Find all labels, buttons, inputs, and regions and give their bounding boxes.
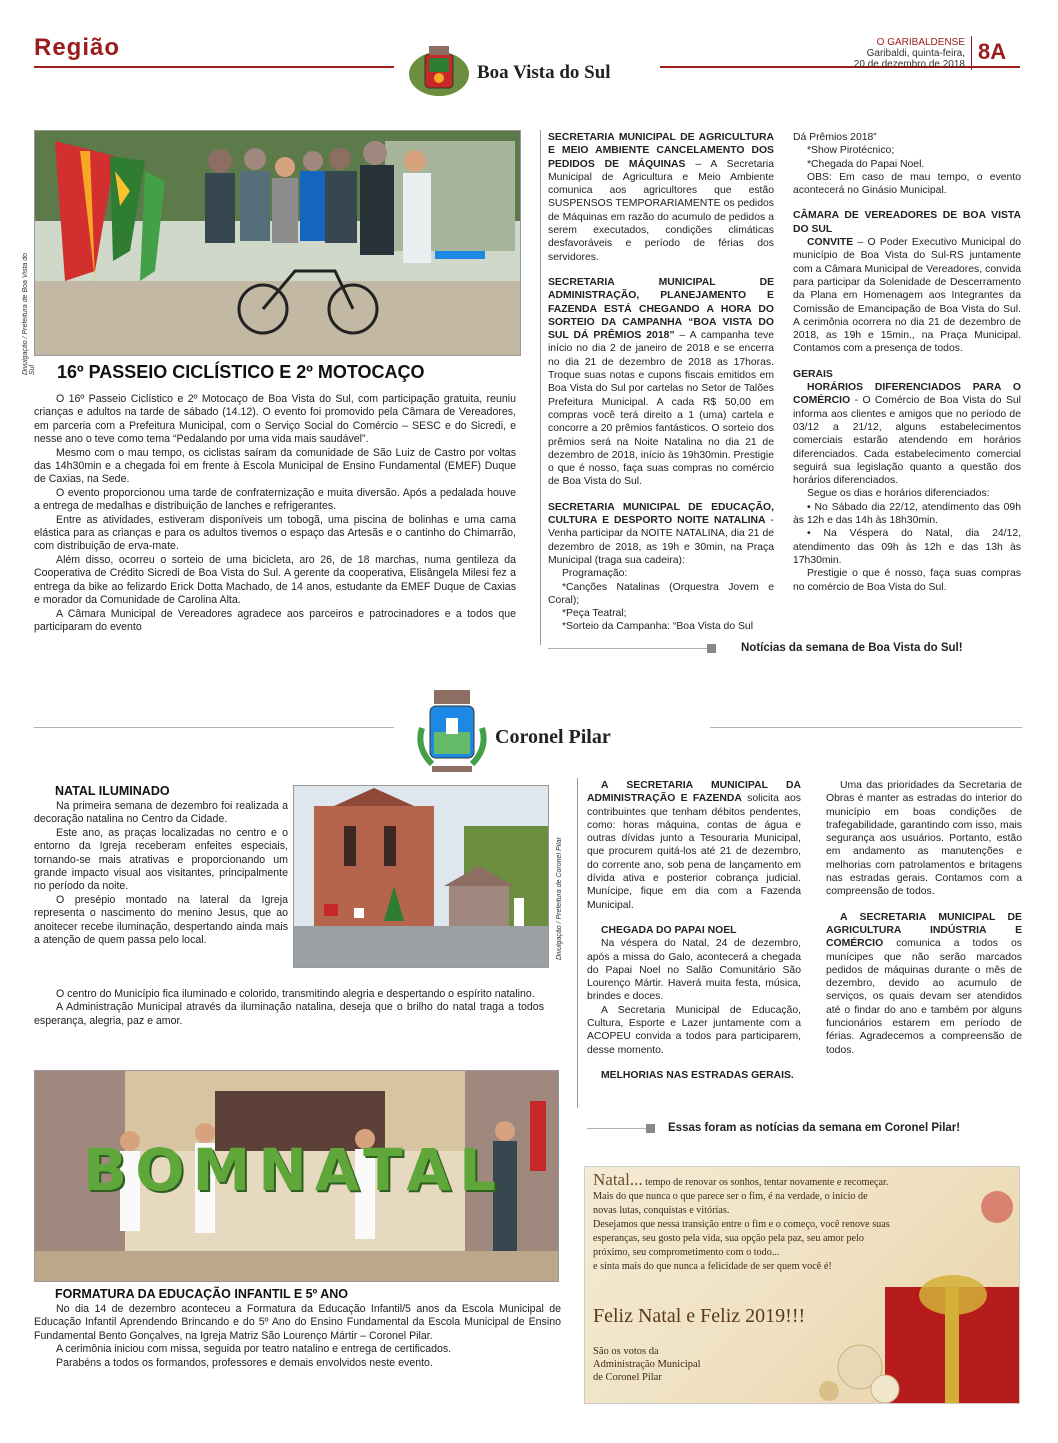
bvs-column-2 (793, 131, 1021, 594)
bvs-notice-noite-natalina (548, 501, 774, 634)
hours-item: Prestigie o que é nosso, faça suas compras no comércio de Boa Vista do Sul. (793, 568, 1021, 593)
ad-line-2: Mais do que nunca o que parece ser o fim, é na verdade, o início de novas lutas, conquistas e vitórias. (593, 1191, 868, 1216)
notice-heading: SECRETARIA MUNICIPAL DE ADMINISTRAÇÃO, PLANEJAMENTO E FAZENDA ESTÁ CHEGANDO A HORA DO SORTEIO DA CAMPANHA “BOA VISTA DO SUL DÁ PRÊMIOS 2018” (548, 276, 774, 342)
notice-heading: SECRETARIA MUNICIPAL DE AGRICULTURA E MEIO AMBIENTE CANCELAMENTO DOS PEDIDOS DE MÁQUINAS (548, 132, 774, 170)
dateline-1: Garibaldi, quinta-feira, (866, 48, 965, 59)
cp-church-photo (293, 785, 549, 968)
program-item: *Peça Teatral; (562, 608, 627, 620)
program-item: *Chegada do Papai Noel. (807, 158, 925, 170)
cp-natal-body-bottom (34, 988, 544, 1028)
cp-col-divider (577, 778, 578, 1108)
cp-notice-obras (826, 779, 1022, 899)
christmas-ad (584, 1166, 1020, 1404)
cp-natal-para-2: Este ano, as praças localizadas no centro e o entorno da Igreja receberam enfeites especiais, tornando-se mais atrativas e proporcionando um grande impacto visual aos visitantes, principalmente no período da noite. (34, 826, 288, 893)
newspaper-title: O GARIBALDENSE (876, 37, 965, 48)
ad-line-3: Desejamos que nessa transição entre o fim e o começo, você renove suas esperanças, seu gosto pela vida, sua opção pela paz, seu amor pelo próximo, seu comprometimento com o todo... (593, 1219, 890, 1258)
notice-heading: CHEGADA DO PAPAI NOEL (601, 924, 737, 936)
notice-subheading: CONVITE (807, 237, 854, 249)
dateline-2: 20 de dezembro de 2018 (853, 59, 965, 70)
bvs-col-divider (540, 130, 541, 645)
cp-notice-administracao (587, 779, 801, 912)
bvs-para-5: Além disso, ocorreu o sorteio de uma bicicleta, aro 26, de 18 marchas, numa gentileza da Cooperativa de Crédito Sicredi de Boa Vista do Sul. A gerente da cooperativa, Elisângela Milesi fez a entrega da bike ao felizardo Erick Dotta Machado, de 14 anos, estudante da EMEF Duque de Caxias e morador da Comunidade de Carolina Alta. (34, 553, 516, 607)
cp-column-1 (587, 779, 801, 1082)
cp-notice-papai-noel (587, 924, 801, 1057)
cp-footer-marker (646, 1124, 655, 1133)
program-item: *Sorteio da Campanha: “Boa Vista do Sul (562, 621, 753, 633)
program-item: Programação: (562, 568, 628, 580)
bvs-footer-rule (548, 648, 708, 649)
notice-heading: CÂMARA DE VEREADORES DE BOA VISTA DO SUL (793, 210, 1021, 235)
cp-natal-body-top (34, 800, 288, 947)
bvs-title: Boa Vista do Sul (477, 62, 611, 83)
ad-sign-1: São os votos da (593, 1346, 659, 1357)
cp-form-title: FORMATURA DA EDUCAÇÃO INFANTIL E 5º ANO (55, 1287, 348, 1301)
notice-subheading: HORÁRIOS DIFERENCIADOS PARA O COMÉRCIO (793, 382, 1021, 407)
notice-text: - Venha participar da NOITE NATALINA, dia 21 de dezembro de 2018, as 19h e 30min, na Praça Municipal (traga sua cadeira): (548, 515, 774, 566)
newspaper-name (820, 37, 965, 70)
cp-footer-rule (587, 1128, 647, 1129)
notice-heading: A SECRETARIA MUNICIPAL DA ADMINISTRAÇÃO E FAZENDA (587, 780, 801, 805)
cp-natal-para-3: O presépio montado na lateral da Igreja representa o nascimento do menino Jesus, que ao anoitecer recebe iluminação, despertando ainda mais a atenção de quem passa pelo local. (34, 893, 288, 947)
notice-text: comunica a todos os munícipes que não serão marcados pedidos de máquinas durante o mês de dezembro, devido ao acumulo de serviços, os quais devam ser atendidos até o findar do ano e também por alguns funcionários estarem em período de férias. Agradecemos a compreensão de todos. (826, 938, 1022, 1056)
bvs-para-1: O 16º Passeio Ciclístico e 2º Motocaço de Boa Vista do Sul, com participação gratuita, reuniu crianças e adultos na tarde de sábado (14.12). O evento foi promovido pela Câmara de Vereadores, em parceria com a Prefeitura Municipal, com o Serviço Social do Comércio – SESC e do Sicredi, e nesse ano o teve como tema “Pedalando por uma vida mais saudável”. (34, 393, 516, 446)
bvs-para-6: A Câmara Municipal de Vereadores agradece aos parceiros e patrocinadores e a todos que participaram do evento (34, 607, 516, 633)
bvs-photo-credit: Divulgação / Prefeitura de Boa Vista do Sul (22, 252, 36, 375)
bvs-crest (405, 42, 473, 102)
ad-line-4: e sinta mais do que nunca a felicidade de ser quem você é! (593, 1261, 832, 1272)
header-divider (971, 36, 972, 70)
bvs-notice-sorteio (548, 276, 774, 489)
bvs-para-4: Entre as atividades, estiveram disponíveis um tobogã, uma piscina de bolinhas e uma cama elástica para as crianças e para os adultos tivemos o espaço das Artesãs e o cantinho do Chimarrão, com distribuição de erva-mate. (34, 513, 516, 553)
cp-natal-para-1: Na primeira semana de dezembro foi realizada a decoração natalina no Centro da Cidade. (34, 800, 288, 826)
cp-form-para-1: No dia 14 de dezembro aconteceu a Formatura da Educação Infantil/5 anos da Escola Municipal de Educação Infantil Aprendendo Brincando e do 5º Ano do Ensino Fundamental da Escola Municipal de Ensino Fundamental Bento Gonçalves, na Igreja Matriz São Lourenço Mártir – Coronel Pilar. (34, 1303, 561, 1342)
bvs-notice-camara (793, 209, 1021, 355)
hours-item: • Na Véspera do Natal, dia 24/12, atendimento das 09h às 12h e das 13h às 17h30min. (793, 528, 1021, 566)
cp-column-2 (826, 779, 1022, 1057)
cp-photo-credit: Divulgação / Prefeitura de Coronel Pilar (556, 837, 563, 960)
cp-title: Coronel Pilar (495, 726, 611, 748)
bvs-article-body (34, 393, 516, 634)
ad-message (593, 1170, 893, 1274)
program-note: OBS: Em caso de mau tempo, o evento acontecerá no Ginásio Municipal. (793, 171, 1021, 197)
bvs-column-1 (548, 131, 774, 634)
bvs-notice-agricultura (548, 131, 774, 264)
cp-header-rule-right (710, 727, 1022, 728)
notice-heading: MELHORIAS NAS ESTRADAS GERAIS. (601, 1069, 794, 1081)
program-item: *Show Pirotécnico; (807, 145, 895, 157)
notice-text: – A campanha teve início no dia 2 de janeiro de 2018 e se encerra no dia 21 de dezembro de 2018 as 17horas. Troque suas notas e cupons fiscais emitidos em Boa Vista do Sul por cartelas no Setor de Talões Prefeitura Municipal. A cada R$ 50,00 em compras você terá direito a 1 (uma) cartela e concorre a 20 prêmios fantásticos. O sorteio dos prêmios será na Noite Natalina no dia 21 de dezembro de 2018, início às 19h30min. Prestigie o que é nosso, faça suas compras no comércio de Boa Vista do Sul. (548, 330, 774, 488)
notice-heading: A SECRETARIA MUNICIPAL DE AGRICULTURA INDÚSTRIA E COMÉRCIO (826, 911, 1022, 950)
notice-heading: SECRETARIA MUNICIPAL DE EDUCAÇÃO, CULTURA E DESPORTO NOITE NATALINA (548, 501, 774, 527)
page-number: 8A (978, 39, 1007, 64)
section-title: Região (34, 34, 121, 61)
notice-text: Na véspera do Natal, 24 de dezembro, após a missa do Galo, acontecerá a chegada do Papai Noel no Salão Comunitário São Lourenço Mártir. Haverá muita festa, música, brindes e doces. (587, 938, 801, 1003)
hours-item: • No Sábado dia 22/12, atendimento das 09h às 12h e das 14h às 18h30min. (793, 501, 1021, 527)
cp-natal-para-4: O centro do Município fica iluminado e colorido, transmitindo alegria e despertando o espírito natalino. (56, 988, 535, 1000)
bvs-notice-gerais (793, 368, 1021, 594)
ad-signature (593, 1345, 701, 1384)
cp-graduation-photo (34, 1070, 559, 1282)
program-item: Dá Prêmios 2018” (793, 132, 877, 143)
ad-sign-3: de Coronel Pilar (593, 1372, 662, 1383)
bvs-para-3: O evento proporcionou uma tarde de confraternização e muita diversão. Após a pedalada houve a entrega de medalhas e distribuição de lanches e refrigerantes. (34, 486, 516, 513)
notice-heading: GERAIS (793, 368, 833, 380)
notice-text: - O Comércio de Boa Vista do Sul informa aos clientes e amigos que no período de 03/12 a 21/12, alguns estabelecimentos comerciais estarão atendendo em horários diferenciados. Cada estabelecimento comercial seguirá sua legislação quanto a questão dos horários diferenciados. (793, 395, 1021, 487)
cp-natal-para-5: A Administração Municipal através da iluminação natalina, deseja que o brilho do natal traga a todos esperança, alegria, paz e amor. (34, 1001, 544, 1027)
bvs-footer-marker (707, 644, 716, 653)
ad-natal: Natal... (593, 1170, 643, 1189)
bvs-para-2: Mesmo com o mau tempo, os ciclistas saíram da comunidade de São Luiz de Castro por voltas das 14h30min e a chegada foi em frente à Escola Municipal de Ensino Fundamental (EMEF) Duque de Caxias, na Sede. (34, 446, 516, 486)
cp-form-para-2: A cerimônia iniciou com missa, seguida por teatro natalino e entrega de certificados. (56, 1343, 452, 1356)
notice-text: solicita aos contribuintes que tenham débitos pendentes, como: horas máquina, contas de água e outras dívidas junto a Tesouraria Municipal, que procurem quitá-los até 21 de dezembro, do corrente ano, sob pena de lançamento em dívida ativa e posterior cobrança judicial. Munícipe, fique em dia com a Fazenda Municipal. (587, 793, 801, 911)
program-item: *Canções Natalinas (Orquestra Jovem e Coral); (548, 581, 774, 606)
notice-text: – A Secretaria Municipal de Agricultura e Meio Ambiente comunica aos agricultores que estão SUSPENSOS TEMPORARIAMENTE os pedidos de Máquinas em razão do acumulo de pedidos a serem executados, condições climáticas desfavoráveis e período de férias dos servidores. (548, 158, 774, 263)
notice-text: – O Poder Executivo Municipal do município de Boa Vista do Sul-RS juntamente com a Câmara Municipal de Vereadores, convida para participar da Solenidade de Descerramento da Plana em Homenagem aos Integrantes da Comissão de Emancipação de Boa Vista do Sul. A cerimônia ocorrera no dia 21 de dezembro de 2018, as 19h e 15min., na Praça Municipal. Contamos com a presença de todos. (793, 237, 1021, 355)
photo-letters: BOMNATAL (83, 1136, 505, 1204)
hours-item: Segue os dias e horários diferenciados: (807, 488, 990, 500)
cp-form-body (34, 1303, 561, 1370)
bvs-article-title: 16º PASSEIO CICLÍSTICO E 2º MOTOCAÇO (57, 362, 425, 382)
cp-notice-agricultura (826, 911, 1022, 1057)
ad-wish: Feliz Natal e Feliz 2019!!! (593, 1305, 806, 1327)
cp-header-rule-left (34, 727, 394, 728)
bvs-photo (34, 130, 521, 356)
bvs-program-continued (793, 131, 1021, 197)
notice-text: Uma das prioridades da Secretaria de Obras é manter as estradas do interior do município em boas condições de trafegabilidade, garantindo com isso, mais segurança aos usuários. Portanto, estão em andamento as manutenções e melhorias com patrolamentos e britagens nas estradas gerais. Contamos com a compreensão de todos. (826, 780, 1022, 898)
cp-crest (412, 688, 492, 776)
header-rule (34, 66, 394, 68)
cp-form-para-3: Parabéns a todos os formandos, professores e demais envolvidos neste evento. (56, 1356, 433, 1369)
ad-line-1: tempo de renovar os sonhos, tentar novamente e recomeçar. (642, 1177, 889, 1188)
cp-footer-note: Essas foram as notícias da semana em Coronel Pilar! (668, 1122, 961, 1134)
cp-natal-title: NATAL ILUMINADO (55, 784, 170, 798)
ad-sign-2: Administração Municipal (593, 1359, 701, 1370)
notice-text: A Secretaria Municipal de Educação, Cultura, Esporte e Lazer juntamente com a ACOPEU convida a todos para participarem, desse momento. (587, 1004, 801, 1056)
bvs-footer-note: Notícias da semana de Boa Vista do Sul! (741, 642, 963, 654)
